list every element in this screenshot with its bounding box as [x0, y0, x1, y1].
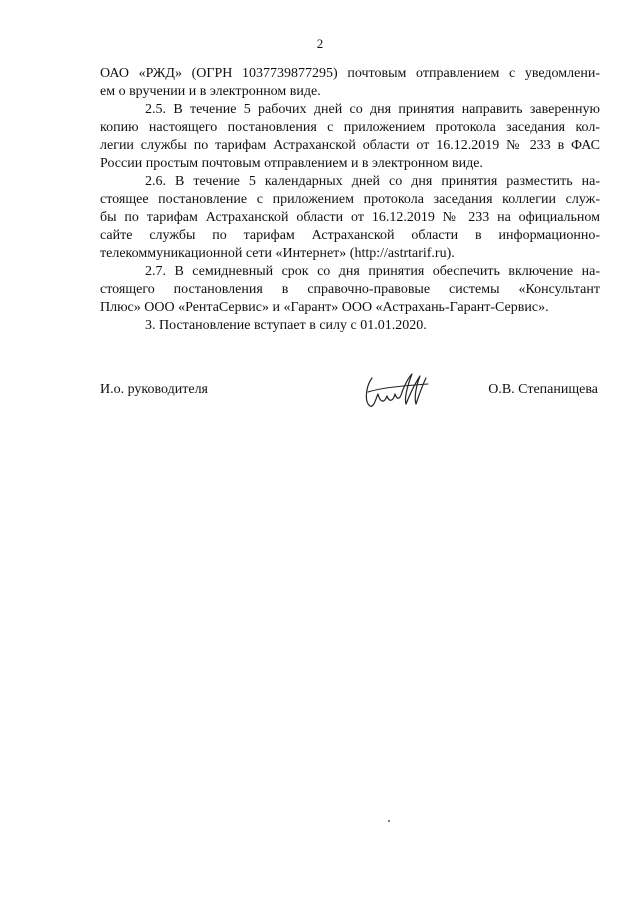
body-line: Плюс» ООО «РентаСервис» и «Гарант» ООО «Астрахань-Гарант-Сервис».: [100, 300, 549, 315]
body-line: бы по тарифам Астраханской области от 16.12.2019 № 233 на официальном: [100, 210, 600, 225]
paragraph-3: 3. Постановление вступает в силу с 01.01.2020.: [145, 318, 427, 333]
body-line: копию настоящего постановления с приложением протокола заседания кол-: [100, 120, 600, 135]
page-number: 2: [316, 36, 324, 51]
signer-name: О.В. Степанищева: [488, 382, 598, 397]
body-line: ОАО «РЖД» (ОГРН 1037739877295) почтовым отправлением с уведомлени-: [100, 66, 600, 81]
body-line: телекоммуникационной сети «Интернет» (http://astrtarif.ru).: [100, 246, 455, 261]
body-line: стоящего постановления в справочно-правовые системы «Консультант: [100, 282, 600, 297]
body-line: стоящее постановление с приложением протокола заседания коллегии служ-: [100, 192, 600, 207]
handwritten-signature: [360, 368, 440, 412]
signer-title: И.о. руководителя: [100, 382, 209, 397]
paragraph-2-6-start: 2.6. В течение 5 календарных дней со дня принятия разместить на-: [145, 174, 600, 189]
scan-speck: [388, 820, 390, 822]
body-line: России простым почтовым отправлением и в электронном виде.: [100, 156, 483, 171]
paragraph-2-7-start: 2.7. В семидневный срок со дня принятия обеспечить включение на-: [145, 264, 600, 279]
body-line: сайте службы по тарифам Астраханской области в информационно-: [100, 228, 600, 243]
body-line: легии службы по тарифам Астраханской области от 16.12.2019 № 233 в ФАС: [100, 138, 600, 153]
body-line: ем о вручении и в электронном виде.: [100, 84, 321, 99]
paragraph-2-5-start: 2.5. В течение 5 рабочих дней со дня принятия направить заверенную: [145, 102, 600, 117]
